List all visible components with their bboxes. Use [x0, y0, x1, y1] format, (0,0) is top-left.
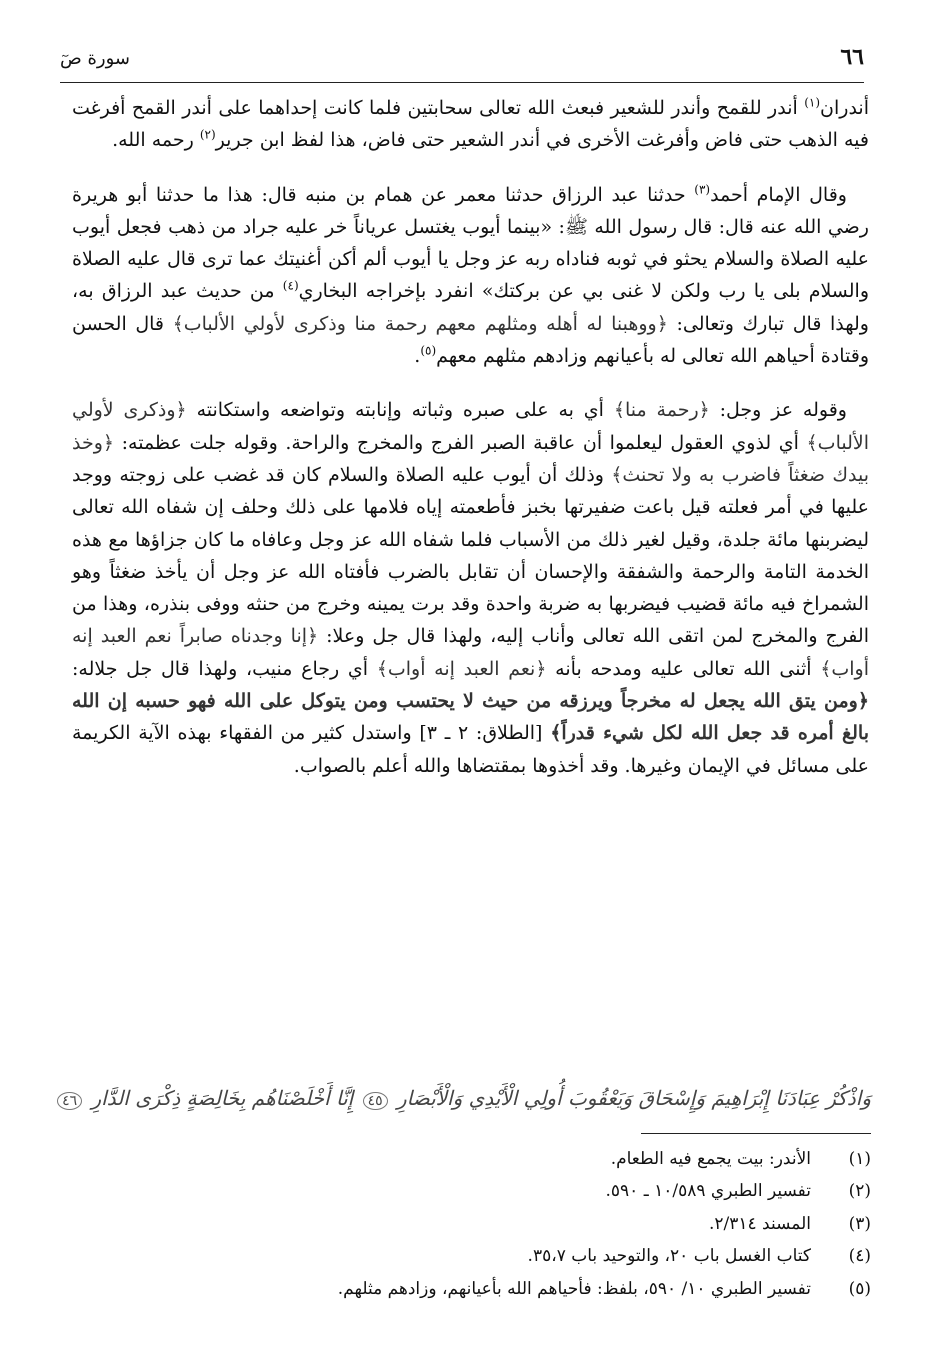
- footnote: [72, 1208, 871, 1240]
- paragraph: [72, 179, 869, 373]
- quran-quote: ﴿وخذ بيدك ضغثاً فاضرب به ولا تحنث﴾: [72, 431, 869, 486]
- footnote-text: تفسير الطبري ١٠/٥٨٩ ـ ٥٩٠.: [605, 1181, 811, 1202]
- footnote-reference: (٤): [282, 279, 299, 294]
- text-run: أثنى الله تعالى عليه ومدحه بأنه: [546, 657, 821, 680]
- quran-quote: ﴿إنا وجدناه صابراً نعم العبد إنه أواب﴾: [72, 625, 870, 680]
- footnotes: [72, 1143, 871, 1305]
- footnote-reference: (٢): [199, 127, 216, 142]
- quran-quote-bold: ﴿ومن يتق الله يجعل له مخرجاً ويرزقه من حيث لا يحتسب ومن يتوكل على الله فهو حسبه إن الله بالغ أمره قد جعل الله لكل شيء قدراً﴾: [72, 690, 869, 745]
- footnote-divider: [641, 1133, 871, 1134]
- verse-number-marker: ٤٥: [363, 1092, 388, 1110]
- footnote-number: (٥): [848, 1278, 871, 1299]
- text-run: أي لذوي العقول ليعلموا أن عاقبة الصبر الفرج والمخرج والراحة. وقوله جلت عظمته:: [114, 431, 807, 454]
- footnote: [72, 1273, 871, 1305]
- paragraph: [72, 92, 869, 157]
- footnote-text: المسند ٢/٣١٤.: [708, 1213, 811, 1234]
- footnote: [72, 1240, 871, 1272]
- surah-title: سورة صٓ: [60, 48, 130, 69]
- text-run: [الطلاق: ٢ ـ ٣] واستدل كثير من الفقهاء بهذه الآية الكريمة على مسائل في الإيمان وغيرها. وقد أخذوها بمقتضاها والله أعلم بالصواب.: [72, 722, 869, 777]
- quran-verse-line: [62, 1078, 871, 1122]
- page-number: ٦٦: [840, 44, 864, 70]
- quran-quote: ﴿رحمة منا﴾: [613, 399, 710, 422]
- footnote-number: (٢): [848, 1181, 871, 1202]
- page-header: [60, 42, 864, 83]
- paragraph: [72, 394, 869, 782]
- footnote-reference: (٥): [420, 343, 437, 358]
- text-run: أندر للقمح وأندر للشعير فبعث الله تعالى سحابتين فلما كانت إحداهما على أندر القمح أفرغت فيه الذهب حتى فاض وأفرغت الأخرى في أندر الشعير حتى فاض، هذا لفظ ابن جرير: [72, 97, 869, 152]
- text-run: من حديث عبد الرزاق به، ولهذا قال تبارك وتعالى:: [72, 280, 869, 335]
- quran-quote: ﴿ووهبنا له أهله ومثلهم معهم رحمة منا وذكرى لأولي الألباب﴾: [172, 312, 668, 335]
- footnote: [72, 1175, 871, 1207]
- text-run: رحمه الله.: [112, 129, 200, 152]
- quran-quote: ﴿وذكرى لأولي الألباب﴾: [72, 399, 869, 454]
- quran-quote: ﴿نعم العبد إنه أواب﴾: [376, 657, 547, 680]
- verse-text: وَاذْكُرْ عِبَادَنَا إِبْرَاهِيمَ وَإِسْحَاقَ وَيَعْقُوبَ أُولِي الْأَيْدِي وَالْأَبْصَارِ: [396, 1086, 871, 1110]
- text-run: وقوله عز وجل:: [709, 399, 847, 422]
- footnote-reference: (١): [804, 95, 821, 110]
- footnote-number: (٣): [848, 1213, 871, 1234]
- text-run: حدثنا عبد الرزاق حدثنا معمر عن همام بن منبه قال: هذا ما حدثنا أبو هريرة رضي الله عنه قال: قال رسول الله ﷺ: «بينما أيوب يغتسل عرياناً خر عليه جراد من ذهب فجعل أيوب عليه الصلاة والسلام يحثو في ثوبه فناداه ربه عز وجل يا أيوب ألم أكن أغنيتك عما ترى قال عليه الصلاة والسلام بلى يا رب ولكن لا غنى بي عن بركتك» انفرد بإخراجه البخاري: [72, 183, 869, 303]
- main-text: [72, 92, 869, 804]
- footnote-number: (٤): [848, 1246, 871, 1267]
- footnote-reference: (٣): [694, 182, 711, 197]
- footnote: [72, 1143, 871, 1175]
- text-run: قال الحسن وقتادة أحياهم الله تعالى له بأعيانهم وزادهم مثلهم معهم: [72, 312, 869, 368]
- footnote-number: (١): [848, 1149, 871, 1169]
- text-run: وقال الإمام أحمد: [710, 183, 847, 206]
- footnote-text: تفسير الطبري ١٠/ ٥٩٠، بلفظ: فأحياهم الله بأعيانهم، وزادهم مثلهم.: [337, 1278, 811, 1299]
- verse-number-marker: ٤٦: [57, 1092, 82, 1110]
- footnote-text: كتاب الغسل باب ٢٠، والتوحيد باب ٣٥،٧.: [527, 1246, 811, 1267]
- text-run: أي رجاع منيب، ولهذا قال جل جلاله:: [72, 657, 377, 680]
- text-run: أندران: [820, 97, 869, 119]
- text-run: أي به على صبره وثباته وإنابته وتواضعه واستكانته: [186, 399, 614, 422]
- text-run: وذلك أن أيوب عليه الصلاة والسلام كان قد غضب على زوجته ووجد عليها في أمر فعلته قيل باعت ضفيرتها بخبز فأطعمته إياه فلامها على ذلك وحلف إن شفاه الله تعالى ليضربنها مائة جلدة، وقيل لغير ذلك من الأسباب فلما شفاه الله عز وجل وعافاه ما كان جزاؤها مع هذه الخدمة التامة والرحمة والشفقة والإحسان أن تقابل بالضرب فأفتاه الله عز وجل أن يأخذ ضغثاً وهو الشمراخ فيه مائة قضيب فيضربها به ضربة واحدة وقد برت يمينه وخرج من حنثه ووفى بنذره، وهذا من الفرج والمخرج لمن اتقى الله تعالى وأناب إليه، ولهذا قال جل وعلا:: [72, 463, 869, 648]
- verse-text: إِنَّا أَخْلَصْنَاهُم بِخَالِصَةٍ ذِكْرَى الدَّارِ: [91, 1086, 354, 1110]
- text-run: .: [414, 345, 421, 368]
- footnote-text: الأندر: بيت يجمع فيه الطعام.: [610, 1149, 811, 1169]
